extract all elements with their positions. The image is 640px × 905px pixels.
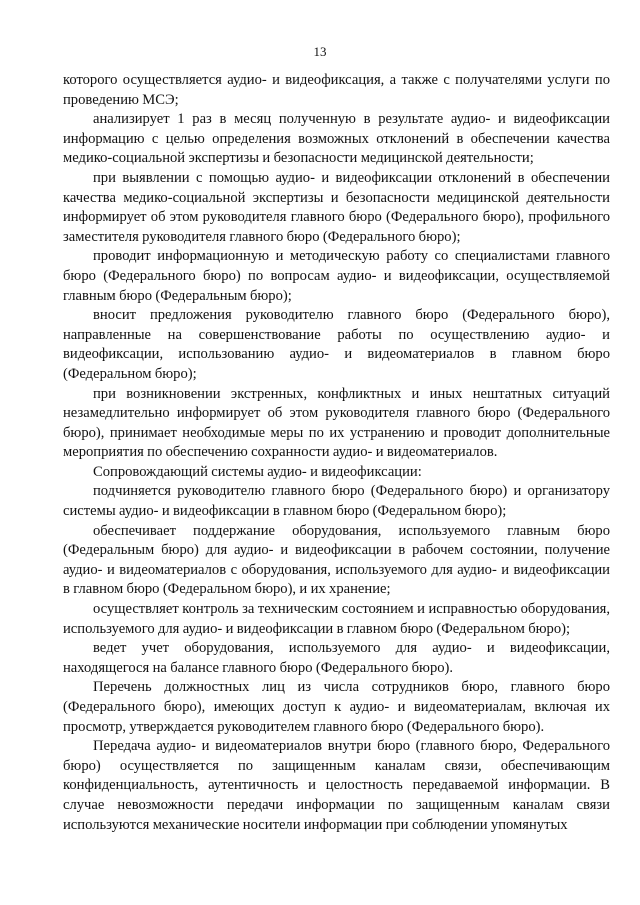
paragraph-control: осуществляет контроль за техническим состоянием и исправностью оборудования, используемого для аудио- и видеофиксации в главном бюро (Федеральном бюро); <box>63 601 610 637</box>
document-body <box>63 71 610 835</box>
paragraph-access-list: Перечень должностных лиц из числа сотрудников бюро, главного бюро (Федерального бюро), имеющих доступ к аудио- и видеоматериалам, включая их просмотр, утверждается руководителем главного бюро (Федерального бюро). <box>63 679 610 735</box>
paragraph-methodical-work: проводит информационную и методическую работу со специалистами главного бюро (Федерального бюро) по вопросам аудио- и видеофиксации, осуществляемой главным бюро (Федеральным бюро); <box>63 248 610 304</box>
paragraph-deviations: при выявлении с помощью аудио- и видеофиксации отклонений в обеспечении качества медико-социальной экспертизы и безопасности медицинской деятельности информирует об этом руководителя главного бюро (Федерального бюро), профильного заместителя руководителя главного бюро (Федерального бюро); <box>63 169 610 245</box>
paragraph-emergencies: при возникновении экстренных, конфликтных и иных нештатных ситуаций незамедлительно информирует об этом руководителя главного бюро (Федерального бюро), принимает необходимые меры по их устранению и проводит дополнительные мероприятия по обеспечению сохранности аудио- и видеоматериалов. <box>63 385 610 461</box>
paragraph-maintenance: обеспечивает поддержание оборудования, используемого главным бюро (Федеральным бюро) для аудио- и видеофиксации в рабочем состоянии, получение аудио- и видеоматериалов с оборудования, используемого для аудио- и видеофиксации в главном бюро (Федеральном бюро), и их хранение; <box>63 522 610 598</box>
paragraph-accounting: ведет учет оборудования, используемого для аудио- и видеофиксации, находящегося на балансе главного бюро (Федерального бюро). <box>63 640 610 676</box>
paragraph-analysis: анализирует 1 раз в месяц полученную в результате аудио- и видеофиксации информацию с целью определения возможных отклонений в обеспечении качества медико-социальной экспертизы и безопасности медицинской деятельности; <box>63 111 610 167</box>
page-number: 13 <box>313 44 327 59</box>
paragraph-support-heading: Сопровождающий системы аудио- и видеофиксации: <box>93 463 422 480</box>
paragraph-transfer: Передача аудио- и видеоматериалов внутри бюро (главного бюро, Федерального бюро) осуществляется по защищенным каналам связи, обеспечивающим конфиденциальность, аутентичность и целостность передаваемой информации. В случае невозможности передачи информации по защищенным каналам связи используются механические носители информации при соблюдении упомянутых <box>63 738 610 833</box>
paragraph-subordination: подчиняется руководителю главного бюро (Федерального бюро) и организатору системы аудио- и видеофиксации в главном бюро (Федеральном бюро); <box>63 483 610 520</box>
paragraph-proposals: вносит предложения руководителю главного бюро (Федерального бюро), направленные на совершенствование работы по осуществлению аудио- и видеофиксации, использованию аудио- и видеоматериалов в главном бюро (Федеральном бюро); <box>63 307 610 382</box>
paragraph-continuation: которого осуществляется аудио- и видеофиксация, а также с получателями услуги по проведению МСЭ; <box>63 72 610 108</box>
